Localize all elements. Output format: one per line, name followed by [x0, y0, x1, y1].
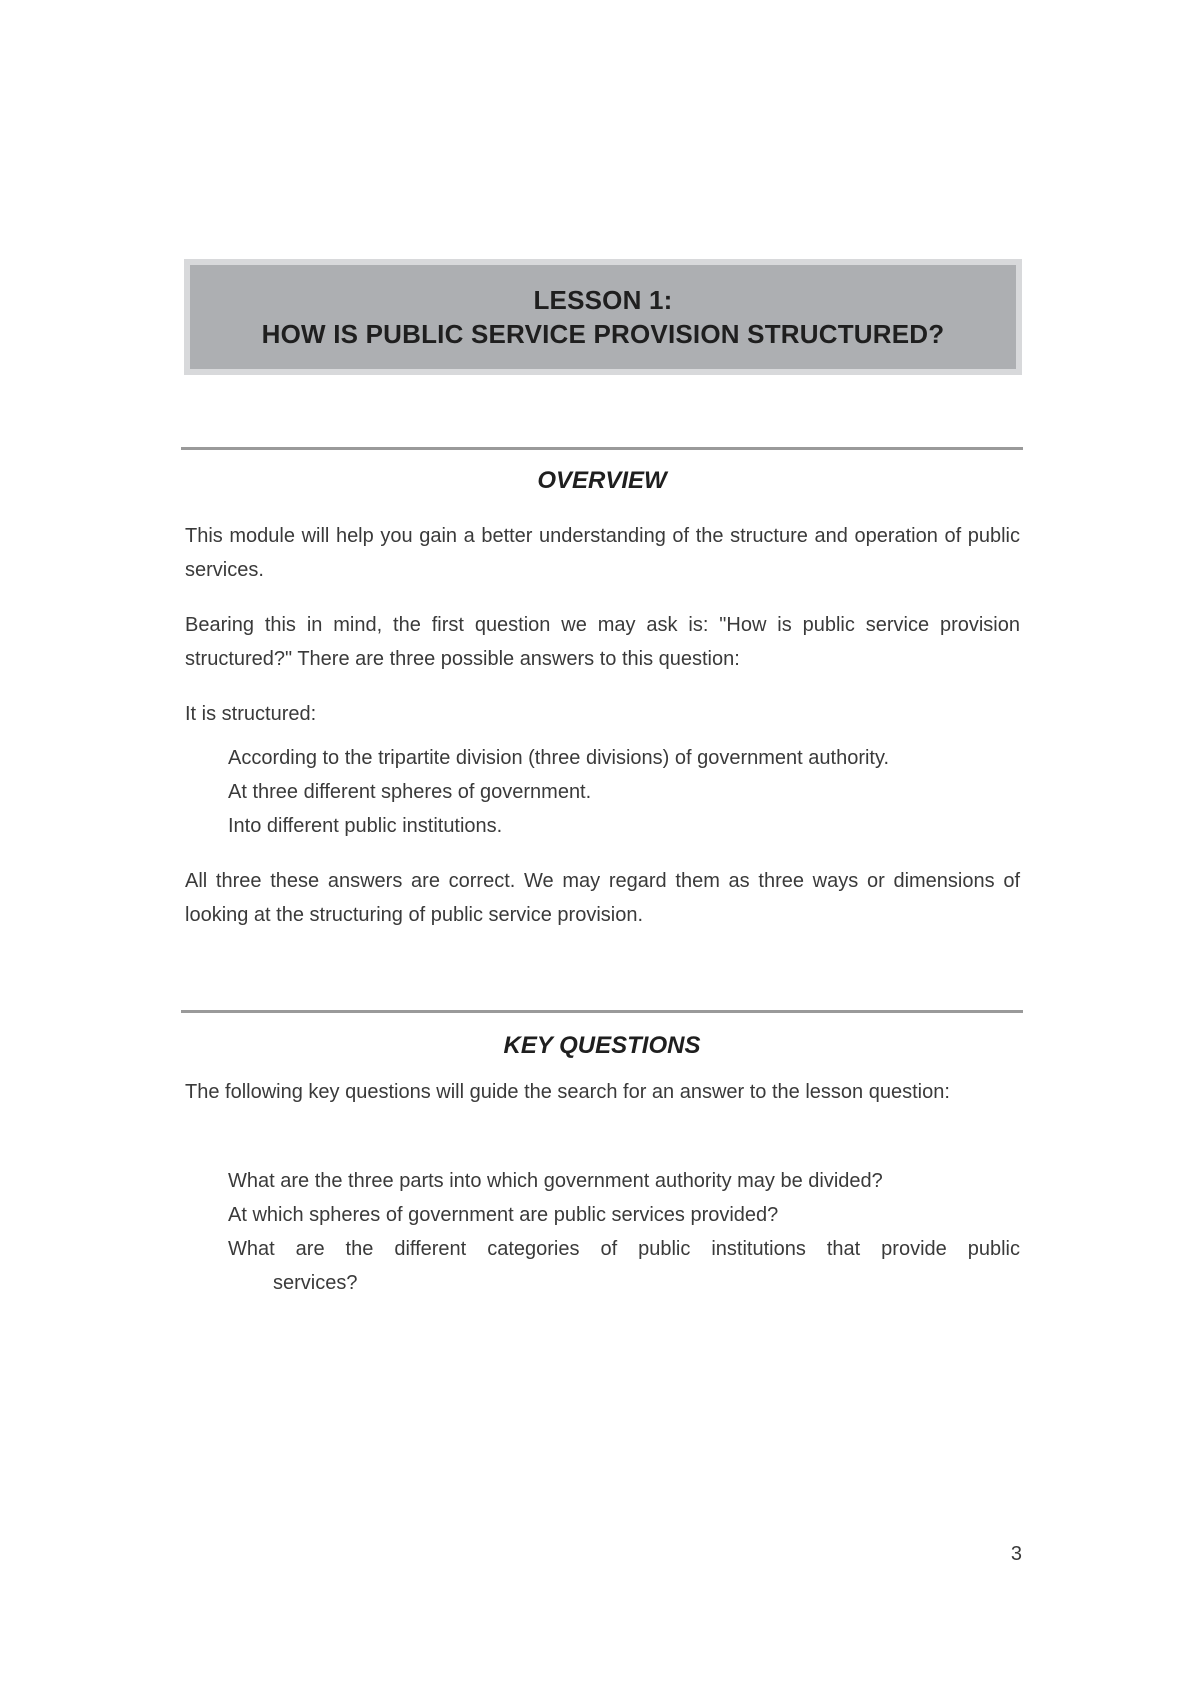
key-questions-intro: The following key questions will guide the search for an answer to the lesson question:: [185, 1081, 950, 1103]
lesson-number: LESSON 1:: [533, 285, 673, 315]
list-item: At which spheres of government are public services provided?: [228, 1204, 779, 1226]
overview-list: [228, 741, 1020, 843]
lesson-title-box: [184, 259, 1022, 375]
list-item: What are the three parts into which government authority may be divided?: [228, 1170, 883, 1192]
list-item-continuation-text: services?: [273, 1272, 358, 1294]
list-item-text: What are the different categories of public institutions that provide public: [228, 1238, 1020, 1260]
key-questions-divider: [181, 1010, 1023, 1013]
overview-paragraph-2: Bearing this in mind, the first question we may ask is: "How is public service provision structured?" There are three possible answers to this question:: [185, 614, 1020, 670]
overview-heading: OVERVIEW: [537, 467, 667, 494]
list-item: According to the tripartite division (three divisions) of government authority.: [228, 747, 890, 769]
key-questions-list: [228, 1164, 1020, 1300]
overview-divider: [181, 447, 1023, 450]
list-item: At three different spheres of government.: [228, 781, 592, 803]
key-questions-heading: KEY QUESTIONS: [503, 1032, 701, 1059]
overview-paragraph-1: This module will help you gain a better understanding of the structure and operation of public services.: [185, 525, 1020, 581]
list-item: Into different public institutions.: [228, 815, 503, 837]
overview-paragraph-3: All three these answers are correct. We may regard them as three ways or dimensions of looking at the structuring of public service provision.: [185, 870, 1020, 926]
page-number: 3: [1010, 1543, 1022, 1565]
lesson-title: HOW IS PUBLIC SERVICE PROVISION STRUCTURED?: [261, 319, 945, 349]
list-item: [228, 1232, 1020, 1266]
list-item-continuation: [228, 1266, 1020, 1300]
overview-intro: It is structured:: [185, 703, 317, 725]
